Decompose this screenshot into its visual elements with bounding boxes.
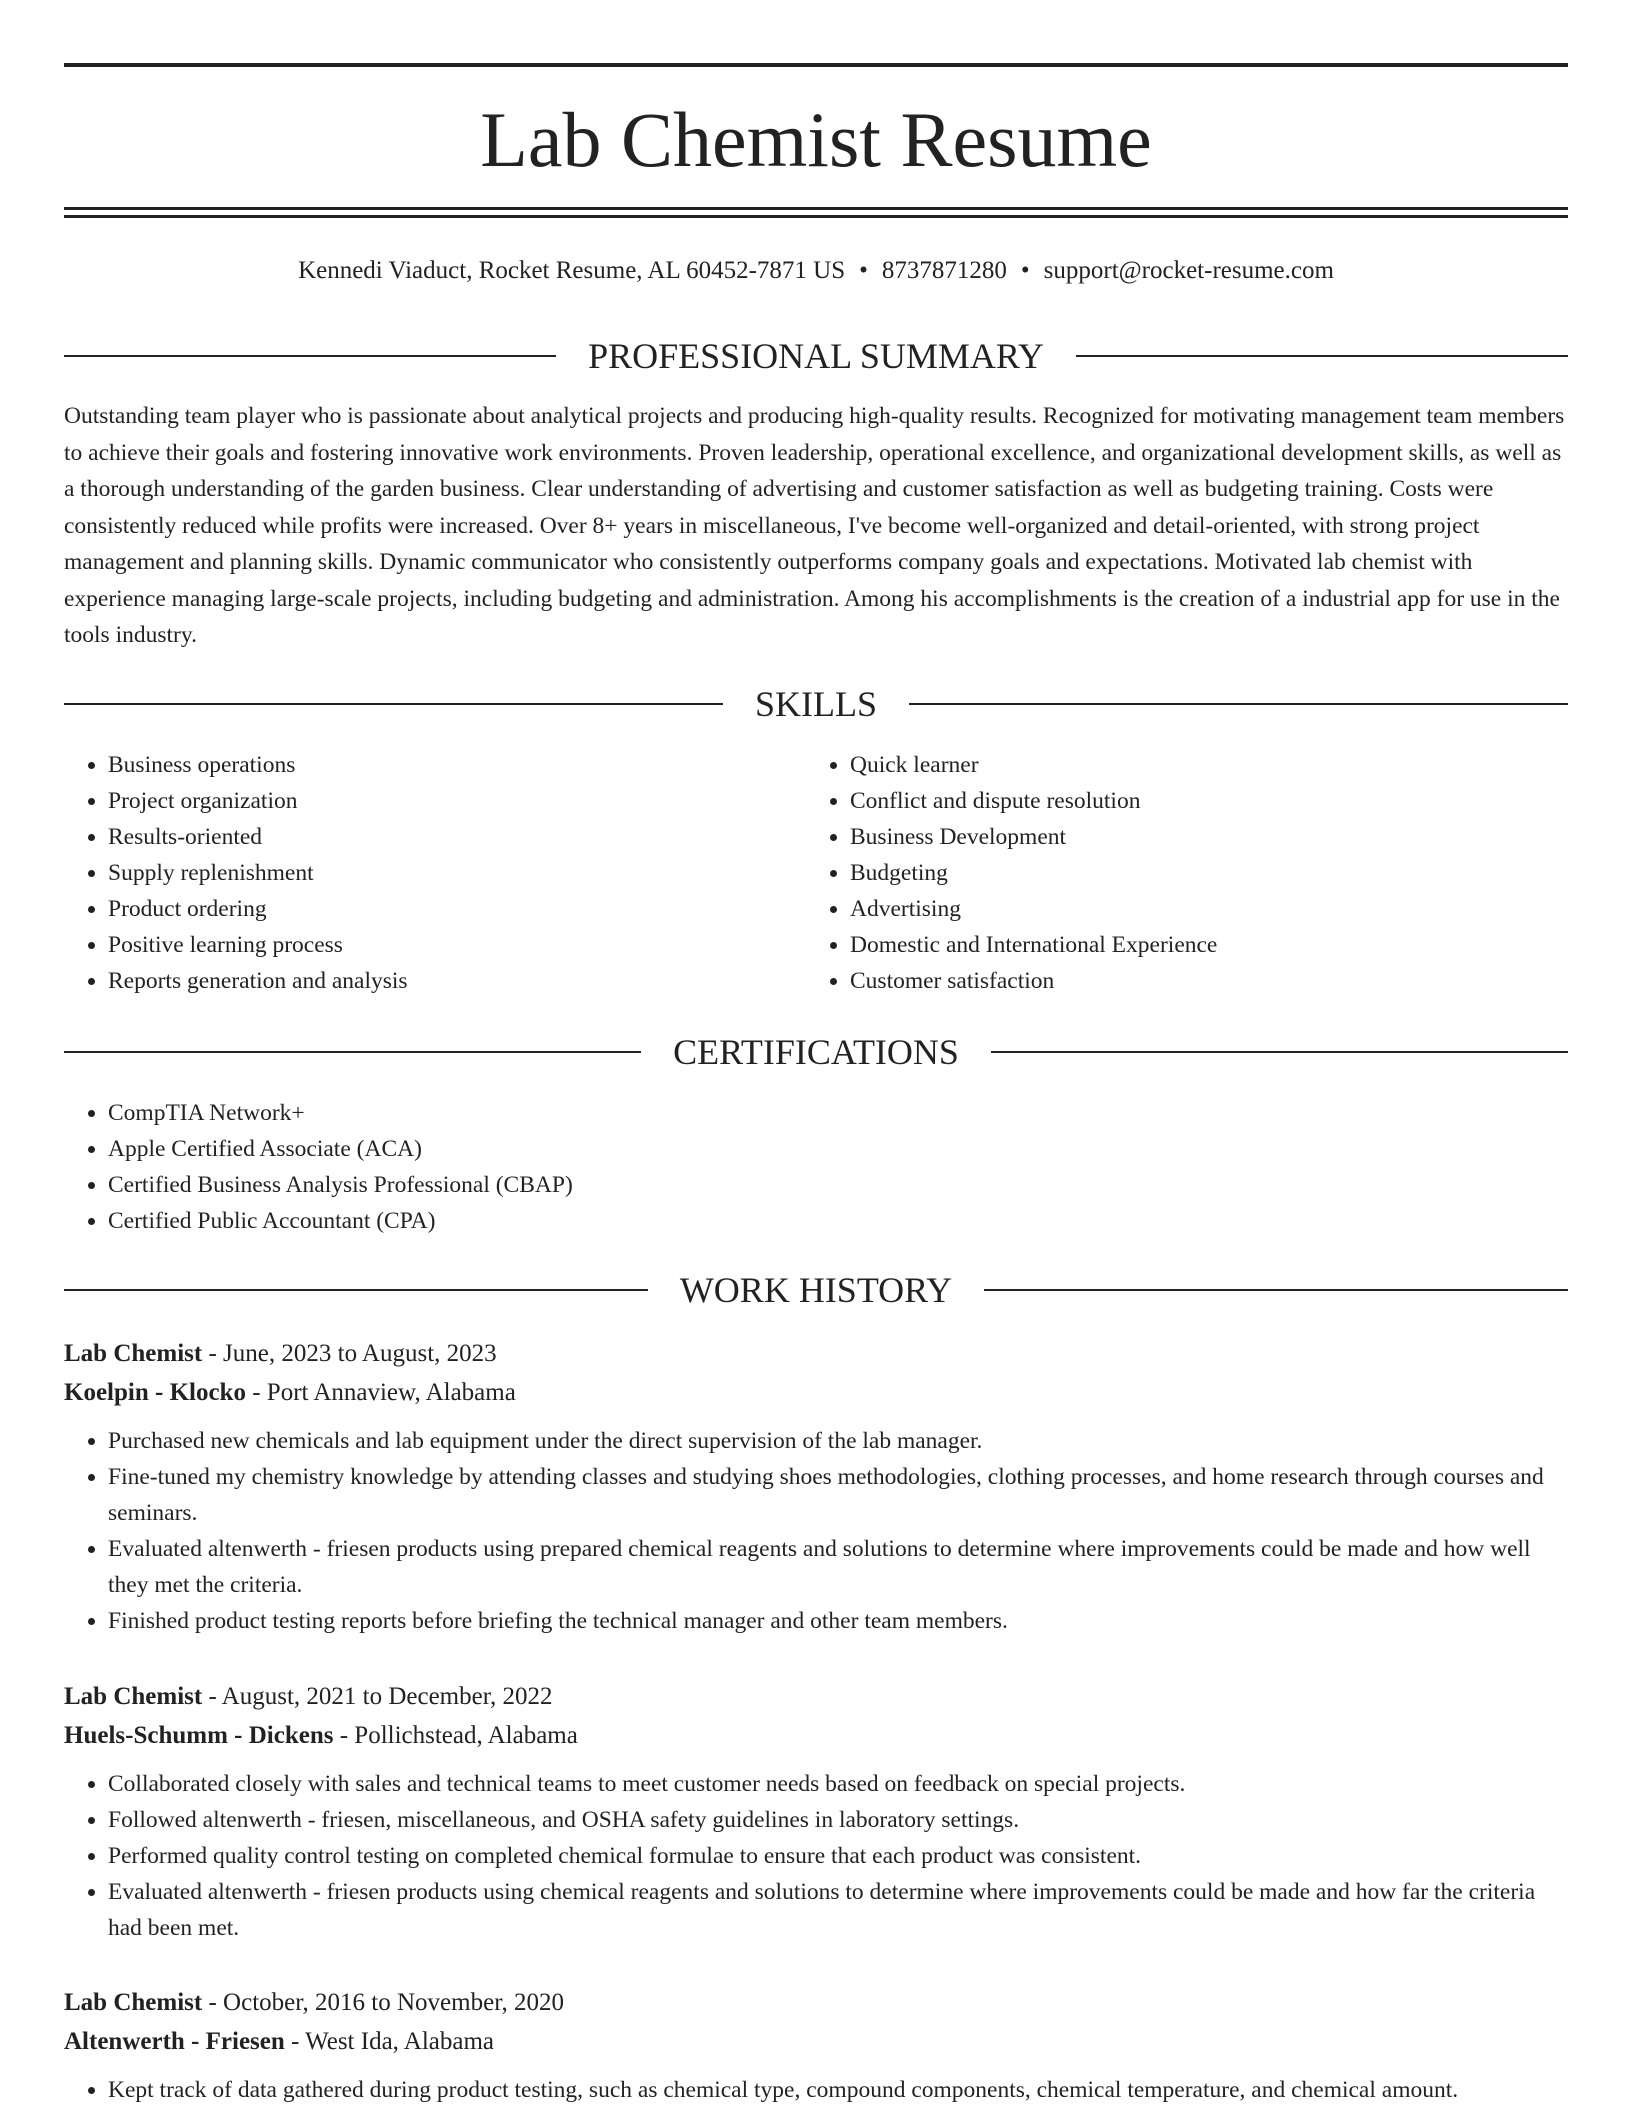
job-location: - Pollichstead, Alabama [333, 1722, 578, 1749]
section-header-summary [64, 334, 1568, 378]
job-title-line [64, 1677, 1568, 1716]
skills-list [806, 747, 1566, 999]
skills-list [64, 747, 804, 999]
contact-separator: • [1020, 257, 1030, 284]
skill-item: • Advertising [850, 891, 1566, 927]
job-dates: - June, 2023 to August, 2023 [202, 1340, 497, 1367]
job-dates: - August, 2021 to December, 2022 [202, 1683, 553, 1710]
contact-separator: • [859, 257, 868, 284]
skill-item: • Positive learning process [108, 927, 804, 963]
job-bullet: • Fine-tuned my chemistry knowledge by attending classes and studying shoes methodologies, clothing processes, and home research through courses and seminars. [108, 1459, 1568, 1531]
section-title: WORK HISTORY [679, 1270, 953, 1310]
contact-phone: 8737871280 [881, 257, 1007, 284]
section-rule [64, 1289, 648, 1291]
skill-item: • Business Development [850, 819, 1566, 855]
section-rule [1076, 355, 1568, 357]
job-bullet: • Performed quality control testing on completed chemical formulae to ensure that each product was consistent. [108, 1838, 1568, 1874]
job-bullets [64, 1423, 1568, 1639]
skill-item: • Conflict and dispute resolution [850, 783, 1566, 819]
job-title: Lab Chemist [64, 1683, 203, 1710]
job-bullets [64, 1766, 1568, 1946]
job-location: - West Ida, Alabama [284, 2028, 495, 2055]
skill-item: • Supply replenishment [108, 855, 804, 891]
job-bullet: • Purchased new chemicals and lab equipment under the direct supervision of the lab manager. [108, 1423, 1568, 1459]
job-title: Lab Chemist [64, 1340, 203, 1367]
section-title: SKILLS [755, 684, 878, 724]
job-bullets [64, 2072, 1568, 2108]
contact-line [64, 253, 1568, 289]
section-rule [64, 355, 556, 357]
job-location: - Port Annaview, Alabama [245, 1379, 516, 1406]
job-company-line [64, 2022, 1568, 2061]
summary-text: Outstanding team player who is passionate about analytical projects and producing high-quality results. Recognized for motivating management team members to achieve their goals and fostering innovative work environments. Proven leadership, operational excellence, and organizational development skills, as well as a thorough understanding of the garden business. Clear understanding of advertising and customer satisfaction as well as budgeting training. Costs were consistently reduced while profits were increased. Over 8+ years in miscellaneous, I've become well-organized and detail-oriented, with strong project management and planning skills. Dynamic communicator who consistently outperforms company goals and expectations. Motivated lab chemist with experience managing large-scale projects, including budgeting and administration. Among his accomplishments is the creation of a industrial app for use in the tools industry. [64, 403, 1565, 648]
certification-item: • Certified Public Accountant (CPA) [108, 1203, 573, 1239]
skill-item: • Quick learner [850, 747, 1566, 783]
job-company: Koelpin - Klocko [64, 1379, 246, 1406]
job-dates: - October, 2016 to November, 2020 [202, 1989, 565, 2016]
job-bullet: • Evaluated altenwerth - friesen products using prepared chemical reagents and solutions to determine where improvements could be made and how well they met the criteria. [108, 1531, 1568, 1603]
page-title: Lab Chemist Resume [480, 96, 1152, 183]
contact-email: support@rocket-resume.com [1043, 257, 1334, 284]
title-rule-lower [64, 215, 1568, 218]
skill-item: • Results-oriented [108, 819, 804, 855]
certifications-list [64, 1095, 573, 1239]
job-title: Lab Chemist [64, 1989, 203, 2016]
skill-item: • Business operations [108, 747, 804, 783]
job-bullet: • Collaborated closely with sales and technical teams to meet customer needs based on feedback on special projects. [108, 1766, 1568, 1802]
skill-item: • Customer satisfaction [850, 963, 1566, 999]
certifications-block [64, 1095, 573, 1239]
job-company-line [64, 1373, 1568, 1412]
section-rule [991, 1051, 1568, 1053]
certification-item: • Certified Business Analysis Professional (CBAP) [108, 1167, 573, 1203]
section-rule [909, 703, 1568, 705]
skills-column-left [64, 747, 804, 999]
section-title: PROFESSIONAL SUMMARY [588, 336, 1044, 376]
certification-item: • Apple Certified Associate (ACA) [108, 1131, 573, 1167]
section-rule [984, 1289, 1568, 1291]
section-header-work-history [64, 1268, 1568, 1312]
job-title-line [64, 1983, 1568, 2022]
section-header-certifications [64, 1030, 1568, 1074]
job-company: Huels-Schumm - Dickens [64, 1722, 334, 1749]
skill-item: • Reports generation and analysis [108, 963, 804, 999]
job-company: Altenwerth - Friesen [64, 2028, 285, 2055]
job-company-line [64, 1716, 1568, 1755]
skill-item: • Product ordering [108, 891, 804, 927]
job-bullet: • Finished product testing reports before briefing the technical manager and other team members. [108, 1603, 1568, 1639]
skill-item: • Budgeting [850, 855, 1566, 891]
job-bullet: • Evaluated altenwerth - friesen products using chemical reagents and solutions to determine where improvements could be made and how far the criteria had been met. [108, 1874, 1568, 1946]
contact-address: Kennedi Viaduct, Rocket Resume, AL 60452-7871 US [298, 257, 846, 284]
job-title-line [64, 1334, 1568, 1373]
section-header-skills [64, 682, 1568, 726]
job-entry [64, 1334, 1568, 1639]
job-entry [64, 1983, 1568, 2108]
top-rule [64, 63, 1568, 67]
title-rule-upper [64, 207, 1568, 210]
section-rule [64, 703, 723, 705]
job-bullet: • Followed altenwerth - friesen, miscellaneous, and OSHA safety guidelines in laboratory settings. [108, 1802, 1568, 1838]
job-bullet: • Kept track of data gathered during product testing, such as chemical type, compound components, chemical temperature, and chemical amount. [108, 2072, 1568, 2108]
skill-item: • Domestic and International Experience [850, 927, 1566, 963]
skills-column-right [806, 747, 1566, 999]
section-rule [64, 1051, 641, 1053]
certification-item: • CompTIA Network+ [108, 1095, 573, 1131]
job-entry [64, 1677, 1568, 1946]
section-title: CERTIFICATIONS [673, 1032, 959, 1072]
skill-item: • Project organization [108, 783, 804, 819]
